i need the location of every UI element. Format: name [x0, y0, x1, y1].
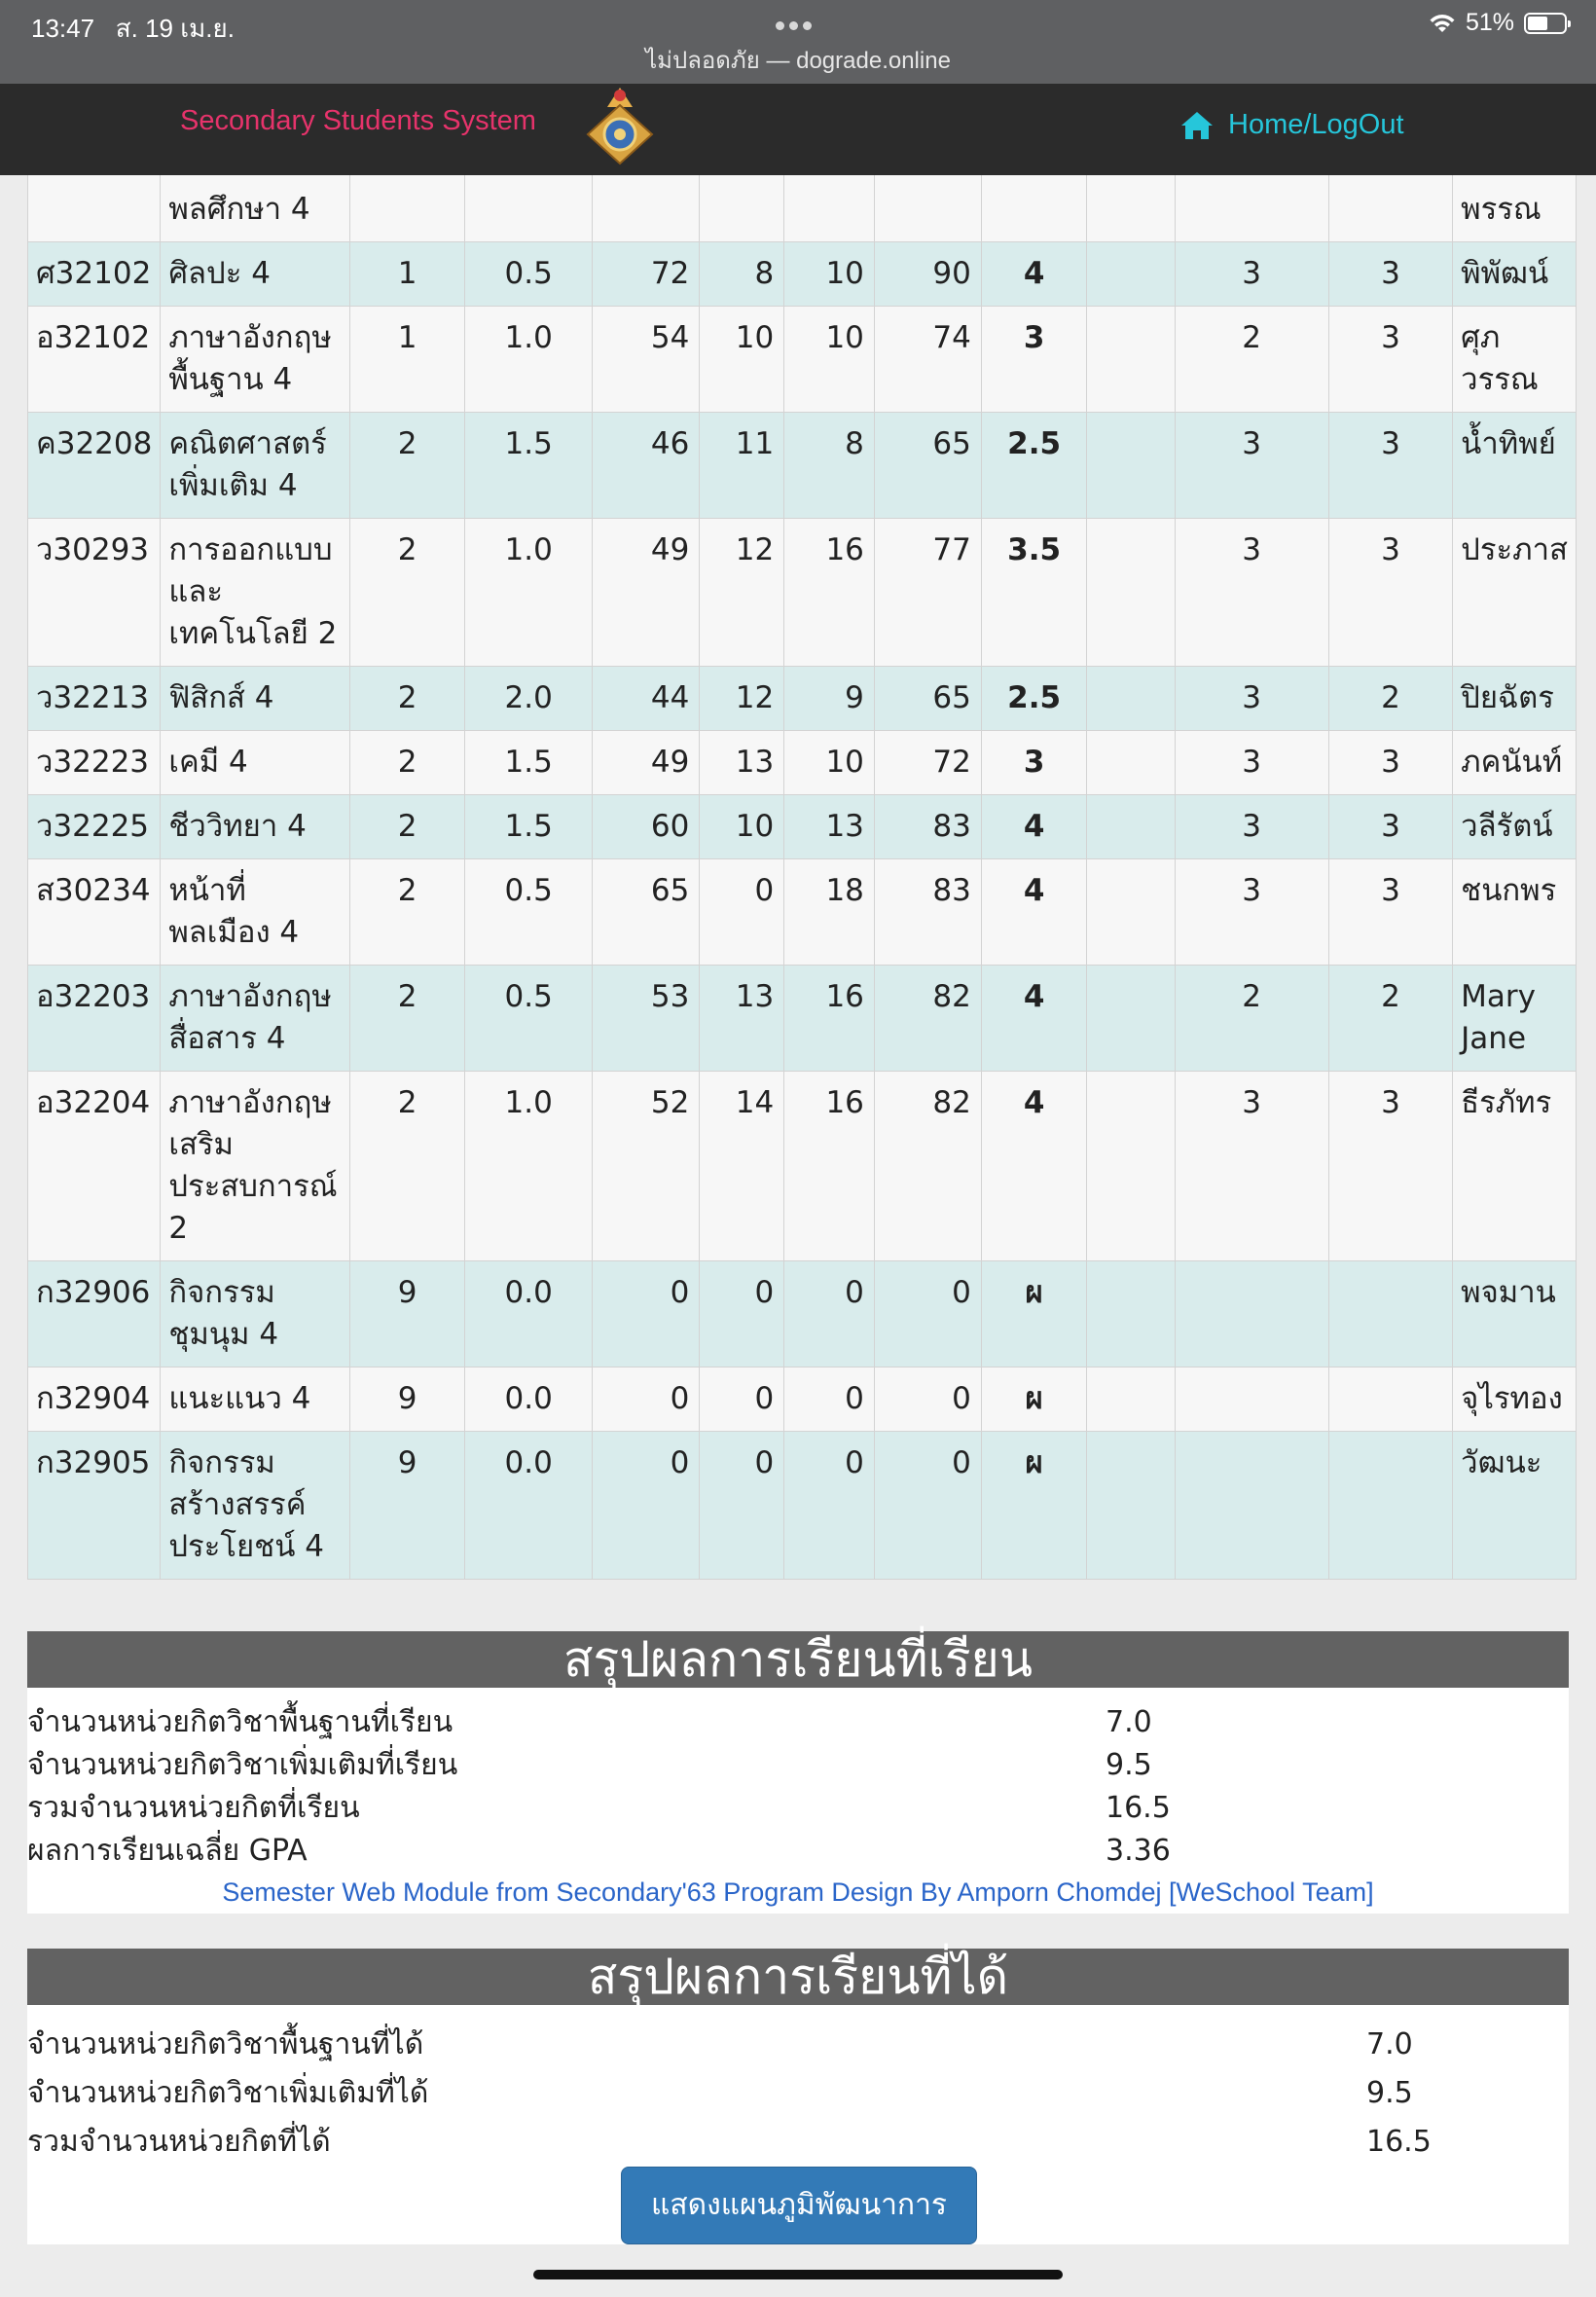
cell-credit: 0.5 [464, 242, 592, 307]
status-indicators [1429, 9, 1567, 37]
cell-code: ก32906 [28, 1261, 161, 1367]
cell-total: 77 [874, 519, 981, 667]
browser-status-bar [0, 0, 1596, 84]
cell-blank [1087, 795, 1175, 859]
cell-code: ว32213 [28, 667, 161, 731]
cell-s2: 12 [700, 667, 784, 731]
cell-blank [1087, 413, 1175, 519]
summary-row [27, 2069, 1569, 2118]
cell-s3: 16 [784, 966, 875, 1072]
cell-credit: 0.5 [464, 966, 592, 1072]
summary-row [27, 1701, 1569, 1744]
cell-blank [1087, 1367, 1175, 1432]
cell-c2: 3 [1328, 731, 1452, 795]
cell-s1: 46 [593, 413, 700, 519]
cell-s2: 0 [700, 1432, 784, 1580]
show-progress-chart-button[interactable]: แสดงแผนภูมิพัฒนาการ [621, 2167, 977, 2244]
cell-code: อ32204 [28, 1072, 161, 1261]
table-row [28, 966, 1577, 1072]
cell-s2: 0 [700, 859, 784, 966]
address-bar[interactable]: ไม่ปลอดภัย — dograde.online [645, 48, 951, 74]
status-date: ส. 19 เม.ย. [115, 14, 235, 43]
cell-teacher: ศุภ วรรณ [1453, 307, 1577, 413]
cell-type: 2 [350, 1072, 465, 1261]
cell-subject: ภาษาอังกฤษ สื่อสาร 4 [161, 966, 350, 1072]
cell-s1: 52 [593, 1072, 700, 1261]
cell-s2: 14 [700, 1072, 784, 1261]
cell-s3: 18 [784, 859, 875, 966]
cell-c1: 3 [1175, 731, 1328, 795]
cell-type: 1 [350, 307, 465, 413]
cell-teacher: ภคนันท์ [1453, 731, 1577, 795]
cell-credit: 1.0 [464, 519, 592, 667]
cell-grade: 4 [981, 242, 1087, 307]
cell-c2: 3 [1328, 242, 1452, 307]
cell-s1: 0 [593, 1261, 700, 1367]
table-row [28, 731, 1577, 795]
cell-credit: 0.0 [464, 1367, 592, 1432]
cell-c1: 3 [1175, 519, 1328, 667]
cell-type: 2 [350, 731, 465, 795]
cell-credit: 1.5 [464, 731, 592, 795]
table-row [28, 413, 1577, 519]
program-credit-link[interactable]: Semester Web Module from Secondary'63 Program Design By Amporn Chomdej [WeSchool Team] [222, 1878, 1374, 1907]
cell-s1: 72 [593, 242, 700, 307]
table-row [28, 1367, 1577, 1432]
cell-code: ก32905 [28, 1432, 161, 1580]
cell-s2: 13 [700, 966, 784, 1072]
cell-grade: 4 [981, 1072, 1087, 1261]
cell-credit: 0.0 [464, 1432, 592, 1580]
table-row [28, 1432, 1577, 1580]
cell-c2: 2 [1328, 667, 1452, 731]
cell-subject: ภาษาอังกฤษ เสริม ประสบการณ์ 2 [161, 1072, 350, 1261]
table-row [28, 795, 1577, 859]
cell-c2: 3 [1328, 307, 1452, 413]
summary-earned-panel [27, 1949, 1569, 2244]
cell-s1: 0 [593, 1432, 700, 1580]
cell-blank [1087, 307, 1175, 413]
cell-blank [1087, 966, 1175, 1072]
cell-subject: กิจกรรม ชุมนุม 4 [161, 1261, 350, 1367]
cell-c2 [1328, 1261, 1452, 1367]
cell-grade: 3 [981, 731, 1087, 795]
cell-grade: 2.5 [981, 413, 1087, 519]
cell-s3: 10 [784, 242, 875, 307]
summary-earned-title: สรุปผลการเรียนที่ได้ [27, 1949, 1569, 2005]
cell-blank [1087, 667, 1175, 731]
cell-c1 [1175, 1432, 1328, 1580]
grades-table [27, 132, 1577, 1580]
summary-row [27, 1744, 1569, 1787]
cell-total: 82 [874, 966, 981, 1072]
cell-grade: 4 [981, 966, 1087, 1072]
cell-blank [1087, 731, 1175, 795]
cell-s1: 53 [593, 966, 700, 1072]
cell-credit: 1.5 [464, 795, 592, 859]
cell-type: 2 [350, 413, 465, 519]
cell-c1: 2 [1175, 307, 1328, 413]
cell-total: 83 [874, 859, 981, 966]
summary-label: ผลการเรียนเฉลี่ย GPA [27, 1834, 308, 1868]
cell-code: ค32208 [28, 413, 161, 519]
cell-total: 65 [874, 413, 981, 519]
cell-type: 2 [350, 519, 465, 667]
cell-s1: 0 [593, 1367, 700, 1432]
cell-teacher: พิพัฒน์ [1453, 242, 1577, 307]
cell-blank [1087, 859, 1175, 966]
site-brand[interactable]: Secondary Students System [180, 105, 536, 136]
cell-c1: 3 [1175, 667, 1328, 731]
cell-grade: 3.5 [981, 519, 1087, 667]
cell-s3: 0 [784, 1367, 875, 1432]
cell-c1: 3 [1175, 795, 1328, 859]
cell-s3: 16 [784, 519, 875, 667]
summary-enrolled-title: สรุปผลการเรียนที่เรียน [27, 1631, 1569, 1688]
cell-subject: เคมี 4 [161, 731, 350, 795]
cell-grade: 3 [981, 307, 1087, 413]
cell-s3: 8 [784, 413, 875, 519]
cell-subject: แนะแนว 4 [161, 1367, 350, 1432]
summary-enrolled-panel [27, 1631, 1569, 1914]
cell-teacher: ประภาส [1453, 519, 1577, 667]
battery-percent: 51% [1465, 9, 1514, 36]
table-row [28, 1261, 1577, 1367]
cell-s3: 16 [784, 1072, 875, 1261]
cell-total: 65 [874, 667, 981, 731]
cell-s3: 13 [784, 795, 875, 859]
cell-s3: 0 [784, 1261, 875, 1367]
summary-label: รวมจำนวนหน่วยกิตที่เรียน [27, 1791, 360, 1825]
wifi-icon [1429, 13, 1456, 34]
cell-grade: 4 [981, 859, 1087, 966]
cell-type: 9 [350, 1432, 465, 1580]
table-row [28, 519, 1577, 667]
cell-type: 1 [350, 242, 465, 307]
cell-c2: 3 [1328, 795, 1452, 859]
cell-s2: 10 [700, 795, 784, 859]
summary-label: จำนวนหน่วยกิตวิชาพื้นฐานที่เรียน [27, 1705, 453, 1739]
cell-s2: 0 [700, 1261, 784, 1367]
cell-total: 0 [874, 1367, 981, 1432]
cell-credit: 1.0 [464, 307, 592, 413]
summary-value: 7.0 [1106, 1705, 1152, 1739]
more-dots-icon[interactable] [776, 16, 820, 25]
table-row [28, 242, 1577, 307]
summary-label: จำนวนหน่วยกิตวิชาพื้นฐานที่ได้ [27, 2027, 424, 2061]
cell-teacher: พรรณ [1453, 133, 1577, 242]
cell-subject: การออกแบบ และ เทคโนโลยี 2 [161, 519, 350, 667]
cell-c1 [1175, 1367, 1328, 1432]
cell-c1: 3 [1175, 242, 1328, 307]
cell-c2 [1328, 1367, 1452, 1432]
cell-code: ว30293 [28, 519, 161, 667]
cell-code: ว32225 [28, 795, 161, 859]
cell-grade: ผ [981, 1261, 1087, 1367]
summary-label: จำนวนหน่วยกิตวิชาเพิ่มเติมที่เรียน [27, 1748, 458, 1782]
table-row [28, 1072, 1577, 1261]
cell-c1: 3 [1175, 1072, 1328, 1261]
cell-teacher: Mary Jane [1453, 966, 1577, 1072]
cell-s2: 0 [700, 1367, 784, 1432]
battery-icon [1524, 13, 1567, 34]
home-logout-link[interactable] [1179, 109, 1404, 141]
cell-subject: ศิลปะ 4 [161, 242, 350, 307]
cell-c2: 3 [1328, 1072, 1452, 1261]
cell-blank [1087, 519, 1175, 667]
cell-total: 0 [874, 1261, 981, 1367]
cell-teacher: ปิยฉัตร [1453, 667, 1577, 731]
summary-label: รวมจำนวนหน่วยกิตที่ได้ [27, 2125, 331, 2159]
table-row [28, 667, 1577, 731]
summary-value: 9.5 [1106, 1748, 1152, 1782]
summary-value: 3.36 [1106, 1834, 1171, 1868]
summary-label: จำนวนหน่วยกิตวิชาเพิ่มเติมที่ได้ [27, 2076, 429, 2110]
cell-code: อ32102 [28, 307, 161, 413]
cell-c1: 3 [1175, 413, 1328, 519]
cell-s1: 44 [593, 667, 700, 731]
cell-credit: 0.5 [464, 859, 592, 966]
cell-c2: 3 [1328, 519, 1452, 667]
cell-c2: 2 [1328, 966, 1452, 1072]
cell-total: 83 [874, 795, 981, 859]
summary-value: 16.5 [1106, 1791, 1171, 1825]
school-emblem-icon [576, 84, 664, 171]
cell-subject: ฟิสิกส์ 4 [161, 667, 350, 731]
cell-total: 74 [874, 307, 981, 413]
summary-value: 16.5 [1366, 2125, 1432, 2159]
cell-subject: พลศึกษา 4 [161, 133, 350, 242]
cell-blank [1087, 1432, 1175, 1580]
table-row [28, 307, 1577, 413]
cell-total: 82 [874, 1072, 981, 1261]
cell-c1: 2 [1175, 966, 1328, 1072]
cell-teacher: วลีรัตน์ [1453, 795, 1577, 859]
cell-s1: 54 [593, 307, 700, 413]
cell-blank [1087, 242, 1175, 307]
cell-c1: 3 [1175, 859, 1328, 966]
cell-total: 90 [874, 242, 981, 307]
cell-blank [1087, 1261, 1175, 1367]
cell-type: 2 [350, 667, 465, 731]
cell-grade: ผ [981, 1367, 1087, 1432]
cell-teacher: พจมาน [1453, 1261, 1577, 1367]
cell-subject: คณิตศาสตร์ เพิ่มเติม 4 [161, 413, 350, 519]
cell-s3: 10 [784, 731, 875, 795]
home-icon [1179, 110, 1215, 141]
cell-c1 [1175, 1261, 1328, 1367]
cell-type: 2 [350, 859, 465, 966]
cell-s1: 65 [593, 859, 700, 966]
summary-value: 9.5 [1366, 2076, 1413, 2110]
cell-type: 9 [350, 1261, 465, 1367]
cell-c2: 3 [1328, 859, 1452, 966]
cell-code: ศ32102 [28, 242, 161, 307]
summary-row [27, 1787, 1569, 1830]
cell-code: ว32223 [28, 731, 161, 795]
cell-grade: 2.5 [981, 667, 1087, 731]
cell-subject: กิจกรรม สร้างสรรค์ ประโยชน์ 4 [161, 1432, 350, 1580]
cell-teacher: ชนกพร [1453, 859, 1577, 966]
cell-code: ก32904 [28, 1367, 161, 1432]
cell-subject: ภาษาอังกฤษ พื้นฐาน 4 [161, 307, 350, 413]
cell-c2: 3 [1328, 413, 1452, 519]
cell-credit: 0.0 [464, 1261, 592, 1367]
summary-value: 7.0 [1366, 2027, 1413, 2061]
table-row [28, 859, 1577, 966]
cell-s2: 13 [700, 731, 784, 795]
home-logout-label: Home/LogOut [1228, 109, 1404, 140]
site-navbar [0, 84, 1596, 175]
cell-s3: 0 [784, 1432, 875, 1580]
cell-subject: หน้าที่ พลเมือง 4 [161, 859, 350, 966]
summary-row [27, 1830, 1569, 1873]
cell-credit: 2.0 [464, 667, 592, 731]
cell-s1: 60 [593, 795, 700, 859]
summary-row [27, 2021, 1569, 2069]
cell-teacher: จุไรทอง [1453, 1367, 1577, 1432]
cell-type: 2 [350, 966, 465, 1072]
cell-s2: 8 [700, 242, 784, 307]
cell-s3: 10 [784, 307, 875, 413]
cell-c2 [1328, 1432, 1452, 1580]
cell-s3: 9 [784, 667, 875, 731]
cell-grade: 4 [981, 795, 1087, 859]
cell-s2: 12 [700, 519, 784, 667]
cell-credit: 1.0 [464, 1072, 592, 1261]
cell-teacher: ธีรภัทร [1453, 1072, 1577, 1261]
cell-subject: ชีววิทยา 4 [161, 795, 350, 859]
cell-total: 0 [874, 1432, 981, 1580]
cell-type: 2 [350, 795, 465, 859]
summary-row [27, 2118, 1569, 2167]
cell-type: 9 [350, 1367, 465, 1432]
cell-s2: 11 [700, 413, 784, 519]
cell-teacher: วัฒนะ [1453, 1432, 1577, 1580]
home-indicator[interactable] [533, 2270, 1063, 2279]
cell-s2: 10 [700, 307, 784, 413]
clock-time: 13:47 [31, 14, 95, 43]
cell-credit: 1.5 [464, 413, 592, 519]
cell-s1: 49 [593, 519, 700, 667]
cell-code: อ32203 [28, 966, 161, 1072]
cell-code: ส30234 [28, 859, 161, 966]
cell-blank [1087, 1072, 1175, 1261]
cell-s1: 49 [593, 731, 700, 795]
cell-total: 72 [874, 731, 981, 795]
cell-grade: ผ [981, 1432, 1087, 1580]
cell-teacher: น้ำทิพย์ [1453, 413, 1577, 519]
